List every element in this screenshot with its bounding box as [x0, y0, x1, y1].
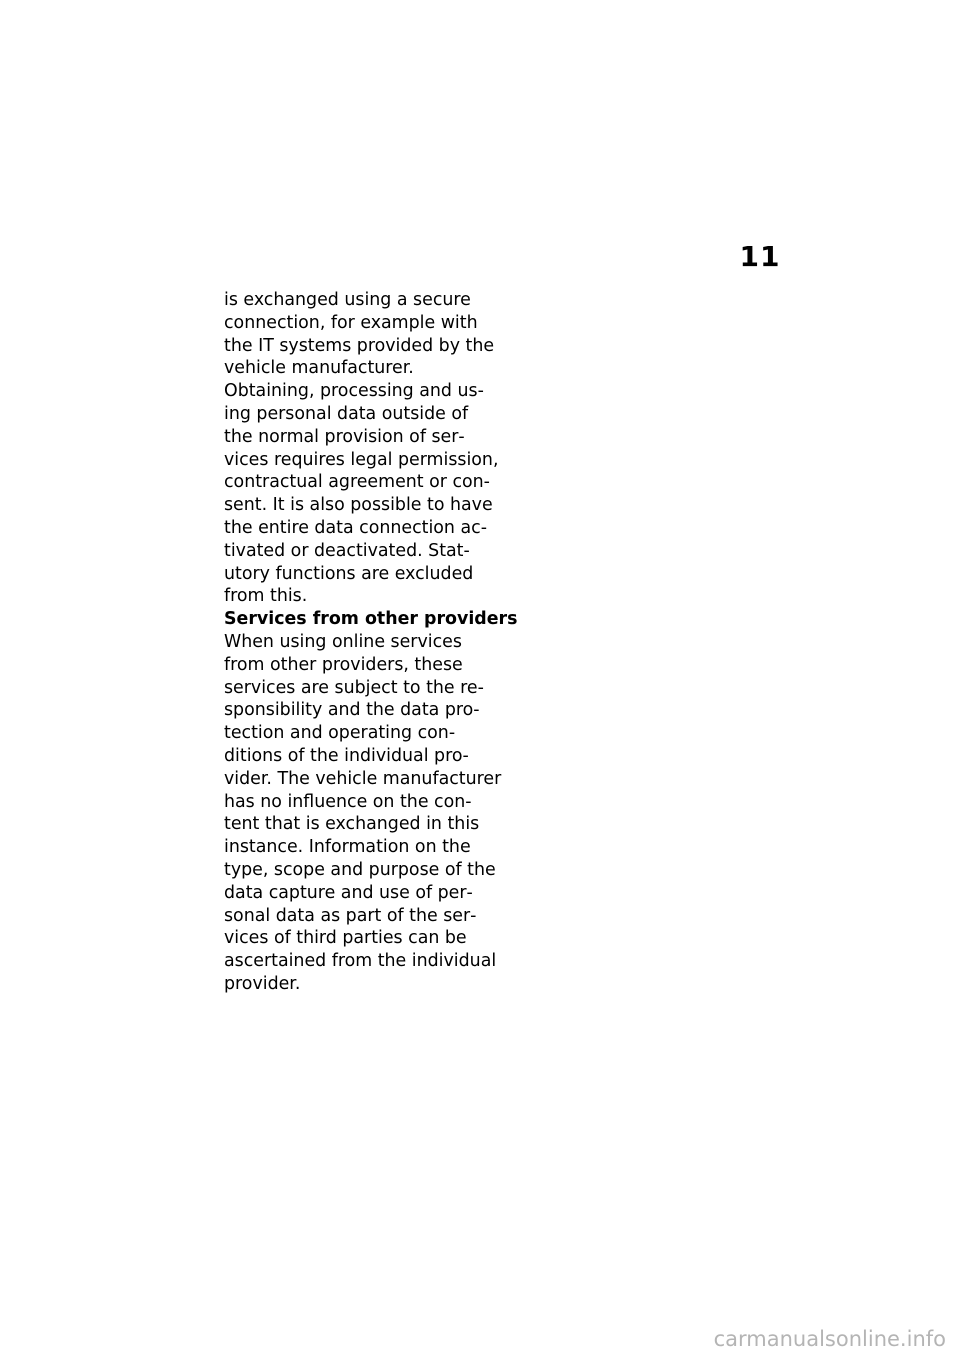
body-text-line: the IT systems provided by the: [224, 335, 495, 356]
body-text-line: the entire data connection ac‐: [224, 517, 487, 538]
body-text-line: connection, for example with: [224, 312, 478, 333]
body-text-line: from other providers, these: [224, 654, 463, 675]
body-text-line: data capture and use of per‐: [224, 882, 473, 903]
body-text-line: services are subject to the re‐: [224, 677, 484, 698]
page-number: 11: [739, 240, 781, 273]
body-text-line: vices requires legal permission,: [224, 449, 499, 470]
site-watermark: carmanualsonline.info: [713, 1327, 946, 1351]
body-text-line: type, scope and purpose of the: [224, 859, 496, 880]
body-text-line: has no influence on the con‐: [224, 791, 472, 812]
body-text-line: utory functions are excluded: [224, 563, 474, 584]
body-text-line: ditions of the individual pro‐: [224, 745, 469, 766]
body-text-line: contractual agreement or con‐: [224, 472, 490, 493]
body-text-line: tivated or deactivated. Stat‐: [224, 540, 470, 561]
body-text-line: Obtaining, processing and us‐: [224, 381, 484, 402]
body-text-line: ascertained from the individual: [224, 951, 497, 972]
body-text-line: tection and operating con‐: [224, 723, 456, 744]
text-column: [224, 289, 518, 996]
body-text-line: is exchanged using a secure: [224, 290, 471, 310]
body-text-line: provider.: [224, 973, 301, 994]
body-text-line: the normal provision of ser‐: [224, 426, 465, 447]
body-text-line: vehicle manufacturer.: [224, 358, 414, 379]
body-text-line: sent. It is also possible to have: [224, 495, 493, 516]
body-text-line: vices of third parties can be: [224, 928, 467, 949]
body-text-line: When using online services: [224, 631, 462, 652]
body-text-line: instance. Information on the: [224, 837, 471, 858]
body-text-line: from this.: [224, 586, 308, 607]
body-text-line: tent that is exchanged in this: [224, 814, 480, 835]
section-heading: Services from other providers: [224, 609, 518, 630]
body-text-line: sonal data as part of the ser‐: [224, 905, 477, 926]
body-text-line: vider. The vehicle manufacturer: [224, 768, 502, 789]
body-text-line: sponsibility and the data pro‐: [224, 700, 480, 721]
body-text-line: ing personal data outside of: [224, 403, 469, 424]
